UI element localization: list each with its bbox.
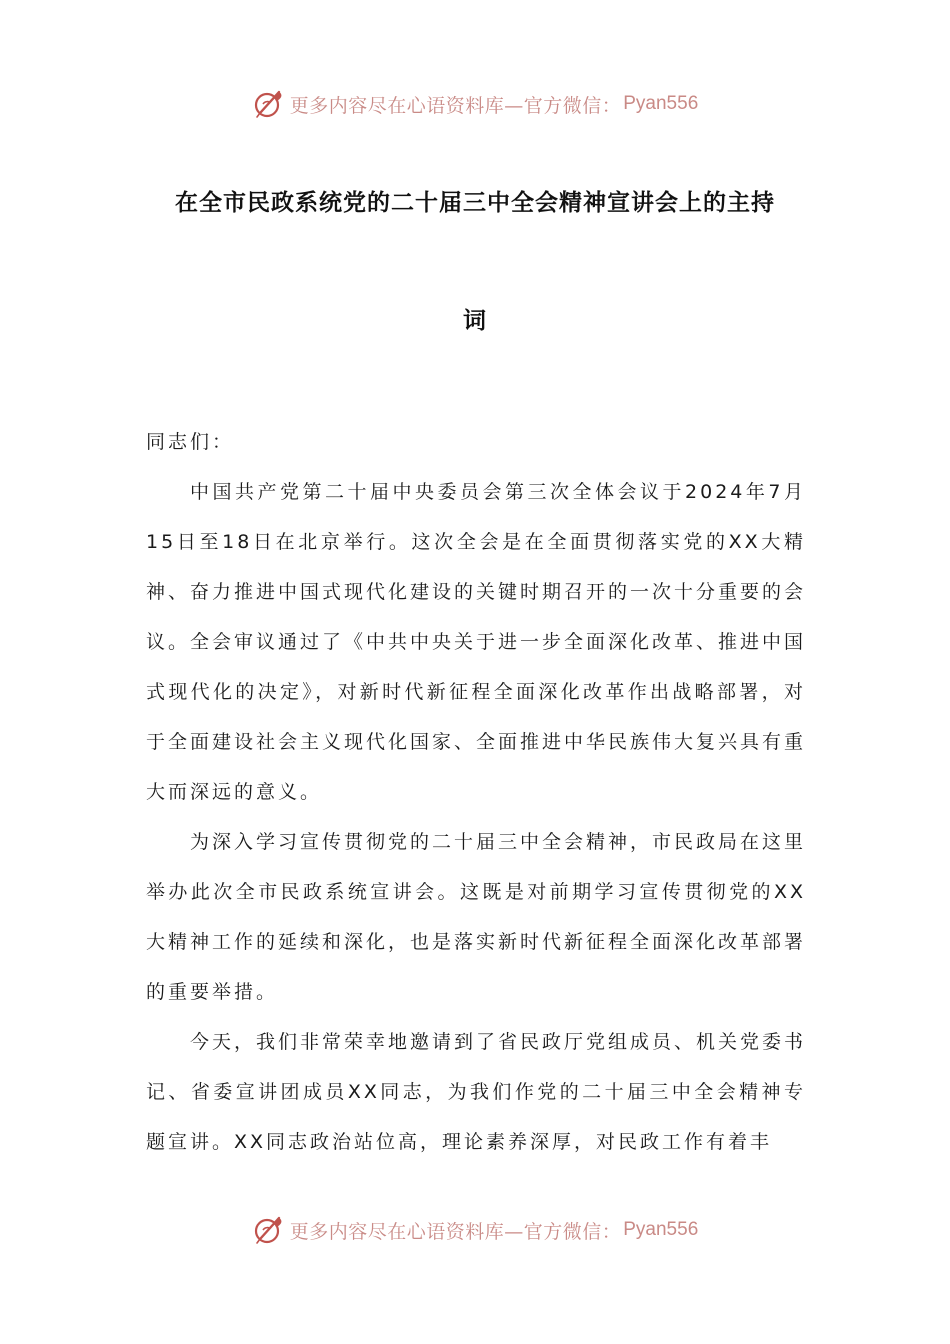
paragraph-3: 今天，我们非常荣幸地邀请到了省民政厅党组成员、机关党委书记、省委宣讲团成员XX同志，为我们作党的二十届三中全会精神专题宣讲。XX同志政治站位高，理论素养深厚，对民政工作有着丰: [146, 1031, 807, 1153]
paragraph-2: 为深入学习宣传贯彻党的二十届三中全会精神，市民政局在这里举办此次全市民政系统宣讲会。这既是对前期学习宣传贯彻党的XX大精神工作的延续和深化，也是落实新时代新征程全面深化改革部署的重要举措。: [146, 831, 807, 1003]
watermark-text: 更多内容尽在心语资料库—官方微信：: [289, 94, 622, 117]
document-title-line-2: 词: [463, 308, 487, 334]
document-body: [146, 417, 806, 1167]
header-watermark: [0, 84, 950, 124]
quill-logo-icon: [252, 87, 286, 121]
footer-watermark: [0, 1210, 950, 1250]
quill-logo-icon: [252, 1213, 286, 1247]
paragraph-1: 中国共产党第二十届中央委员会第三次全体会议于2024年7月15日至18日在北京举行。这次全会是在全面贯彻落实党的XX大精神、奋力推进中国式现代化建设的关键时期召开的一次十分重要的会议。全会审议通过了《中共中央关于进一步全面深化改革、推进中国式现代化的决定》，对新时代新征程全面深化改革作出战略部署，对于全面建设社会主义现代化国家、全面推进中华民族伟大复兴具有重大而深远的意义。: [146, 481, 807, 803]
watermark-text: 更多内容尽在心语资料库—官方微信：: [289, 1220, 622, 1243]
salutation: 同志们：: [146, 431, 235, 453]
watermark-wechat-id: Pyan556: [623, 93, 699, 114]
watermark-wechat-id: Pyan556: [623, 1219, 699, 1240]
document-title-line-1: 在全市民政系统党的二十届三中全会精神宣讲会上的主持: [175, 190, 775, 216]
